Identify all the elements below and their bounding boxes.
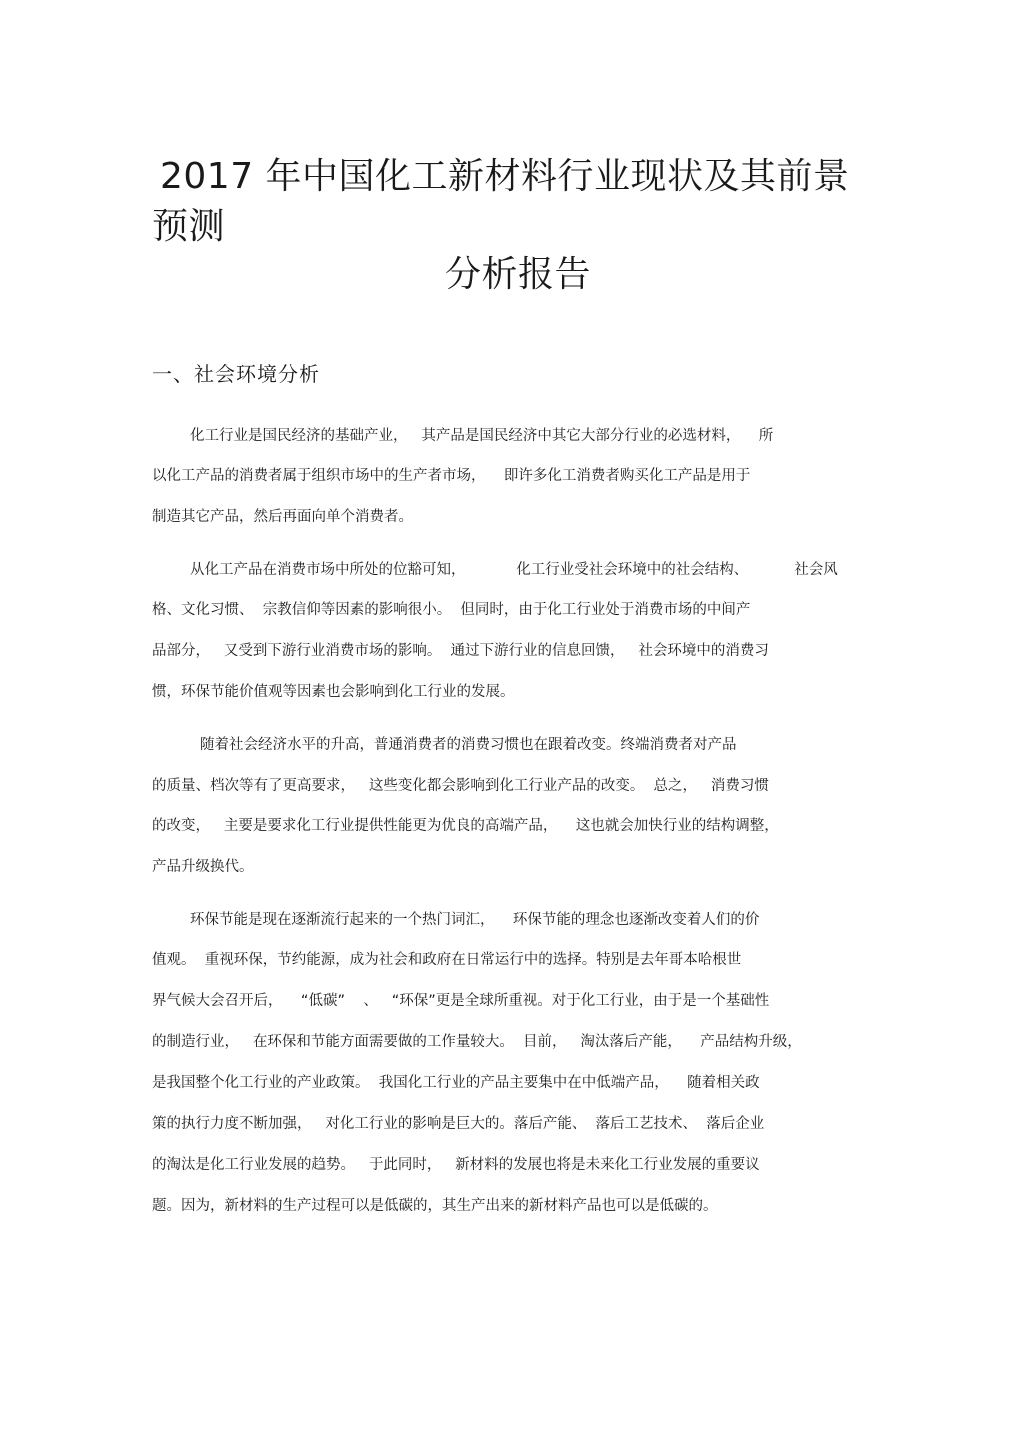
document-title-line-3: 分析报告 bbox=[445, 254, 592, 295]
paragraph-3-line-1: 随着社会经济水平的升高，普通消费者的消费习惯也在跟着改变。终端消费者对产品 bbox=[200, 737, 737, 753]
paragraph-3-line-3: 的改变， 主要是要求化工行业提供性能更为优良的高端产品， 这也就会加快行业的结构调整， bbox=[152, 818, 779, 834]
paragraph-1-line-2: 以化工产品的消费者属于组织市场中的生产者市场， 即许多化工消费者购买化工产品是用于 bbox=[152, 468, 751, 484]
paragraph-3-line-4: 产品升级换代。 bbox=[152, 859, 254, 875]
paragraph-4-line-6: 策的执行力度不断加强， 对化工行业的影响是巨大的。落后产能、 落后工艺技术、 落后企业 bbox=[152, 1116, 765, 1132]
paragraph-4-line-4: 的制造行业， 在环保和节能方面需要做的工作量较大。 目前， 淘汰落后产能， 产品结构升级， bbox=[152, 1034, 802, 1050]
paragraph-4-line-1: 环保节能是现在逐渐流行起来的一个热门词汇， 环保节能的理念也逐渐改变着人们的价 bbox=[190, 912, 760, 928]
paragraph-2-line-1: 从化工产品在消费市场中所处的位豁可知， 化工行业受社会环境中的社会结构、 社会风 bbox=[190, 562, 838, 578]
document-title-line-1: 2017 年中国化工新材料行业现状及其前景 bbox=[160, 156, 850, 197]
paragraph-2-line-4: 惯，环保节能价值观等因素也会影响到化工行业的发展。 bbox=[152, 684, 515, 700]
paragraph-1-line-1: 化工行业是国民经济的基础产业， 其产品是国民经济中其它大部分行业的必选材料， 所 bbox=[190, 428, 774, 444]
paragraph-2-line-3: 品部分， 又受到下游行业消费市场的影响。 通过下游行业的信息回馈， 社会环境中的消费习 bbox=[152, 643, 769, 659]
paragraph-4-line-5: 是我国整个化工行业的产业政策。 我国化工行业的产品主要集中在中低端产品， 随着相关政 bbox=[152, 1075, 760, 1091]
paragraph-4-line-7: 的淘汰是化工行业发展的趋势。 于此同时， 新材料的发展也将是未来化工行业发展的重要议 bbox=[152, 1157, 760, 1173]
paragraph-1-line-3: 制造其它产品，然后再面向单个消费者。 bbox=[152, 509, 413, 525]
section-heading: 一、社会环境分析 bbox=[152, 362, 320, 386]
document-title-line-2: 预测 bbox=[152, 206, 226, 247]
paragraph-4-line-3: 界气候大会召开后， “低碳” 、 “环保”更是全球所重视。对于化工行业，由于是一个基础性 bbox=[152, 993, 770, 1009]
paragraph-4-line-2: 值观。 重视环保，节约能源，成为社会和政府在日常运行中的选择。特别是去年哥本哈根世 bbox=[152, 952, 742, 968]
paragraph-2-line-2: 格、文化习惯、 宗教信仰等因素的影响很小。 但同时，由于化工行业处于消费市场的中间产 bbox=[152, 602, 751, 618]
paragraph-4-line-8: 题。因为，新材料的生产过程可以是低碳的，其生产出来的新材料产品也可以是低碳的。 bbox=[152, 1198, 718, 1214]
paragraph-3-line-2: 的质量、档次等有了更高要求， 这些变化都会影响到化工行业产品的改变。 总之， 消费习惯 bbox=[152, 778, 769, 794]
